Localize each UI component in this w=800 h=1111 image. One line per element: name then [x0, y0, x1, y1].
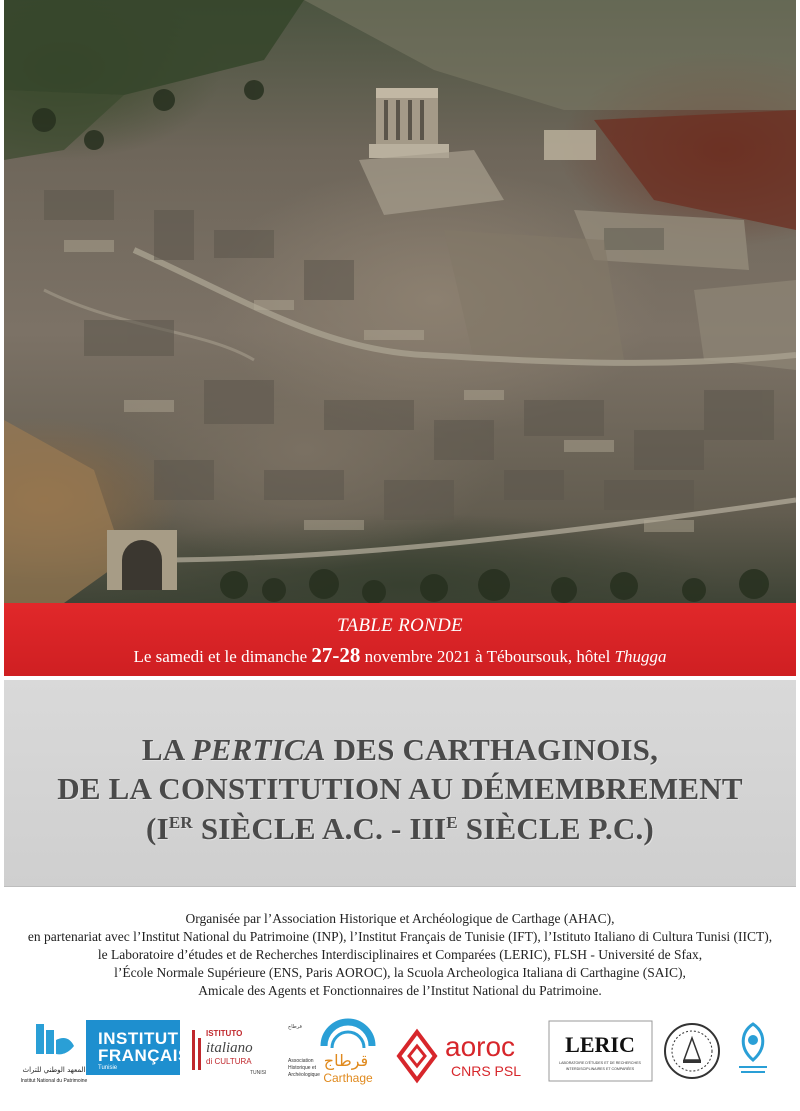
- svg-text:Historique et: Historique et: [288, 1065, 317, 1071]
- inp-logo: [18, 1020, 90, 1086]
- event-date-line: [4, 643, 796, 668]
- institut-francais-logo: INSTITUT FRANÇAIS Tunisie: [86, 1020, 180, 1075]
- svg-text:aoroc: aoroc: [445, 1031, 516, 1062]
- date-prefix: Le samedi et le dimanche: [133, 647, 312, 666]
- svg-text:Archéologique: Archéologique: [288, 1072, 320, 1078]
- svg-text:Association: Association: [288, 1058, 314, 1064]
- svg-text:italiano: italiano: [206, 1040, 253, 1056]
- hero-photo: [4, 0, 796, 603]
- svg-text:LERIC: LERIC: [565, 1032, 635, 1057]
- svg-text:CNRS PSL: CNRS PSL: [451, 1063, 522, 1079]
- organizer-line: en partenariat avec l’Institut National du Patrimoine (INP), l’Institut Français de Tunisie (IFT), l’Istituto Italiano di Cultura Tunisi (IICT),: [27, 929, 773, 944]
- arch-shape: [107, 530, 177, 590]
- title-line-3: (IER SIÈCLE A.C. - $III^E$ SIÈCLE P.C.): [146, 811, 654, 846]
- organizers-text: [0, 910, 800, 1000]
- aoroc-logo: [395, 1026, 541, 1084]
- organizer-line: l’École Normale Supérieure (ENS, Paris AOROC), la Scuola Archeologica Italiana di Carthagine (SAIC),: [114, 965, 686, 980]
- leric-logo: [548, 1020, 653, 1082]
- svg-text:Institut National du Patrimoin: Institut National du Patrimoine: [20, 1078, 88, 1084]
- ens-logo: [662, 1020, 722, 1082]
- svg-text:di CULTURA: di CULTURA: [206, 1057, 252, 1066]
- hotel-name: Thugga: [614, 647, 667, 666]
- istituto-italiano-logo: [190, 1024, 272, 1084]
- organizer-line: Organisée par l’Association Historique et Archéologique de Carthage (AHAC),: [185, 911, 615, 926]
- temple-shape: [369, 88, 449, 158]
- partner-logos: [0, 1012, 800, 1092]
- event-dates: 27-28: [311, 643, 361, 667]
- iic-emblem-icon: [190, 1024, 272, 1084]
- svg-text:المعهد الوطني للتراث: المعهد الوطني للتراث: [22, 1066, 86, 1074]
- event-band: [4, 603, 796, 676]
- svg-text:Carthage: Carthage: [323, 1071, 373, 1085]
- event-type: TABLE RONDE: [337, 615, 463, 636]
- ruins-illustration: [4, 0, 796, 603]
- svg-text:INTERDISCIPLINAIRES ET COMPARÉ: INTERDISCIPLINAIRES ET COMPARÉES: [565, 1067, 635, 1071]
- ahac-logo: [284, 1018, 380, 1088]
- svg-text:ISTITUTO: ISTITUTO: [206, 1029, 243, 1038]
- amicale-emblem-icon: [733, 1020, 773, 1080]
- svg-text:قرطاج: قرطاج: [288, 1024, 302, 1030]
- ahac-emblem-icon: [284, 1018, 380, 1088]
- ens-seal-icon: [662, 1020, 722, 1082]
- title-line-1: LA PERTICA DES CARTHAGINOIS,: [141, 732, 659, 767]
- organizer-line: Amicale des Agents et Fonctionnaires de l’Institut National du Patrimoine.: [198, 983, 602, 998]
- svg-text:LABORATOIRE D'ÉTUDES ET DE REC: LABORATOIRE D'ÉTUDES ET DE RECHERCHES: [559, 1061, 641, 1065]
- amicale-logo: [733, 1020, 773, 1080]
- aoroc-emblem-icon: [395, 1026, 541, 1084]
- svg-text:قرطاج: قرطاج: [323, 1051, 369, 1070]
- title-line-2: DE LA CONSTITUTION AU DÉMEMBREMENT: [57, 771, 743, 806]
- date-venue: novembre 2021 à Téboursouk, hôtel: [360, 647, 615, 666]
- organizer-line: le Laboratoire d’études et de Recherches Interdisciplinaires et Comparées (LERIC), FLSH - Université de Sfax,: [97, 947, 703, 962]
- leric-emblem-icon: [548, 1020, 653, 1082]
- svg-text:TUNISI: TUNISI: [250, 1070, 267, 1076]
- inp-emblem-icon: [18, 1020, 90, 1086]
- title-block: [4, 680, 796, 887]
